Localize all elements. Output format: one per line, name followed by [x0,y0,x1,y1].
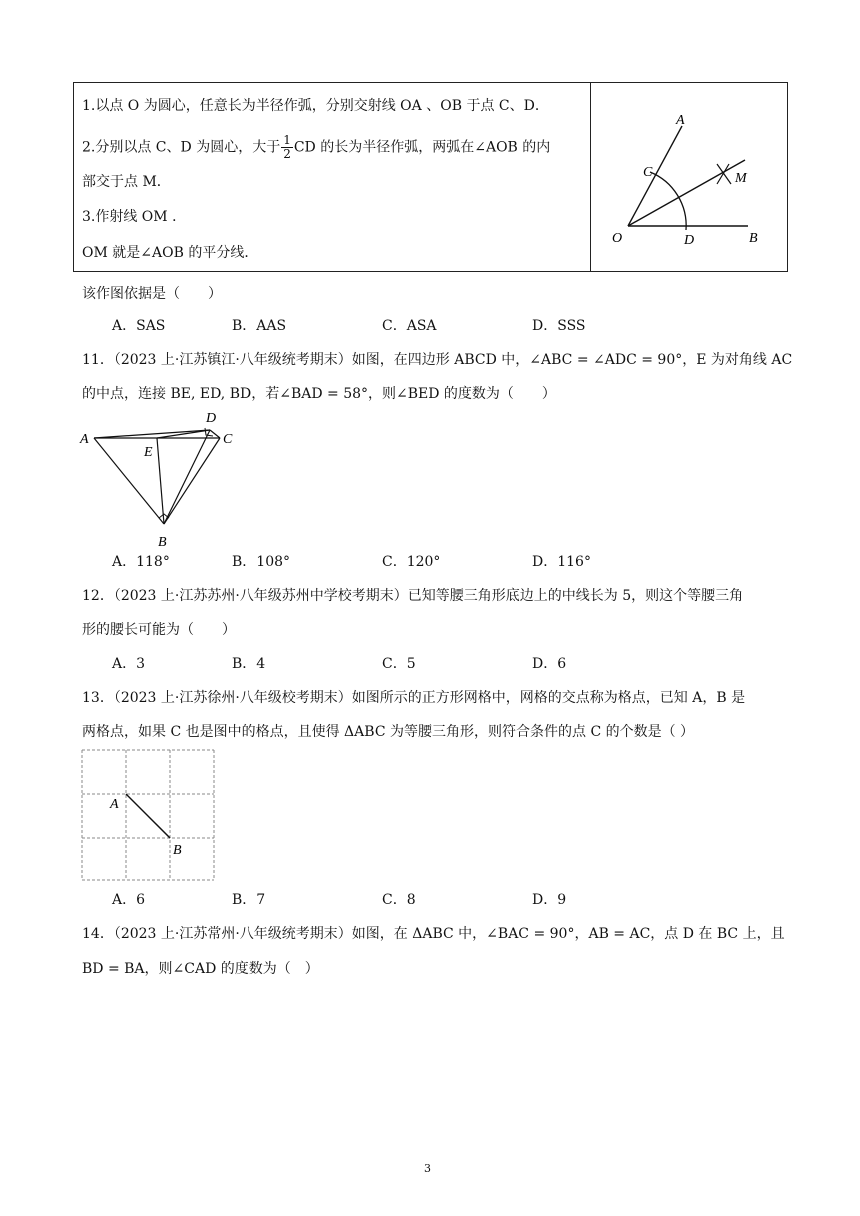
segment-ad [94,430,210,438]
page-number: 3 [424,1162,431,1175]
construction-step-2-pre: 2.分别以点 C、D 为圆心，大于 [82,139,281,156]
grid-figure [80,748,220,884]
segment-ab [94,438,164,524]
q11-option-c[interactable]: C．120° [382,554,441,570]
label-a: A [80,432,89,447]
q12-option-c[interactable]: C．5 [382,656,416,672]
q12-line-1: 12．（2023 上·江苏苏州·八年级苏州中学校考期末）已知等腰三角形底边上的中线长为 5，则这个等腰三角 [82,588,744,604]
label-o: O [612,231,623,246]
construction-conclusion: OM 就是∠AOB 的平分线． [82,245,259,261]
q13-line-1: 13．（2023 上·江苏徐州·八年级校考期末）如图所示的正方形网格中，网格的交点称为格点，已知 A，B 是 [82,690,746,706]
arc-cd [650,172,686,230]
label-b: B [749,231,758,246]
segment-ab [126,794,170,838]
q13-option-a[interactable]: A．6 [112,892,146,908]
fraction-denominator: 2 [283,147,291,161]
q10-option-c[interactable]: C．ASA [382,318,437,334]
construction-step-1: 1.以点 O 为圆心，任意长为半径作弧，分别交射线 OA 、OB 于点 C、D． [82,98,549,114]
q12-option-b[interactable]: B．4 [232,656,266,672]
construction-step-2-post: CD 的长为半径作弧，两弧在∠AOB 的内 [293,139,551,156]
q12-line-2: 形的腰长可能为（ ） [82,622,236,638]
fraction-one-half [281,134,293,161]
q10-option-d[interactable]: D．SSS [532,318,586,334]
segment-eb [157,438,164,524]
q13-option-b[interactable]: B．7 [232,892,266,908]
construction-step-2-cont: 部交于点 M． [82,174,171,190]
label-c: C [223,432,233,447]
q13-option-c[interactable]: C．8 [382,892,416,908]
label-m: M [735,171,747,186]
q11-option-d[interactable]: D．116° [532,554,591,570]
construction-step-3: 3.作射线 OM ． [82,209,187,225]
q14-line-2: BD = BA，则∠CAD 的度数为（ ） [82,961,319,977]
q11-line-1: 11．（2023 上·江苏镇江·八年级统考期末）如图，在四边形 ABCD 中，∠ABC = ∠ADC = 90°，E 为对角线 AC [82,352,793,368]
quadrilateral-figure [78,406,248,554]
q10-option-b[interactable]: B．AAS [232,318,287,334]
label-d: D [206,411,217,426]
q11-option-a[interactable]: A．118° [112,554,170,570]
label-e: E [144,445,153,460]
segment-dc [210,430,220,438]
label-a: A [676,113,685,128]
fraction-numerator: 1 [283,133,291,147]
label-d: D [684,233,695,248]
segment-cb [164,438,220,524]
angle-bisector-figure [600,100,780,260]
q11-option-b[interactable]: B．108° [232,554,291,570]
label-b: B [173,843,182,858]
label-c: C [643,165,653,180]
q10-option-a[interactable]: A．SAS [112,318,166,334]
construction-step-2 [82,134,550,161]
q14-line-1: 14．（2023 上·江苏常州·八年级统考期末）如图，在 ΔABC 中，∠BAC = 90°，AB = AC，点 D 在 BC 上，且 [82,926,785,942]
q12-option-a[interactable]: A．3 [112,656,146,672]
label-a: A [110,797,119,812]
q13-option-d[interactable]: D．9 [532,892,567,908]
q12-option-d[interactable]: D．6 [532,656,567,672]
q13-line-2: 两格点，如果 C 也是图中的格点，且使得 ΔABC 为等腰三角形，则符合条件的点 C 的个数是（ ） [82,724,695,740]
q10-stem: 该作图依据是（ ） [82,286,222,302]
label-b: B [158,535,167,550]
segment-db [164,430,210,524]
q11-line-2: 的中点，连接 BE, ED, BD，若∠BAD = 58°，则∠BED 的度数为（ ） [82,386,556,402]
segment-ed [157,430,210,438]
